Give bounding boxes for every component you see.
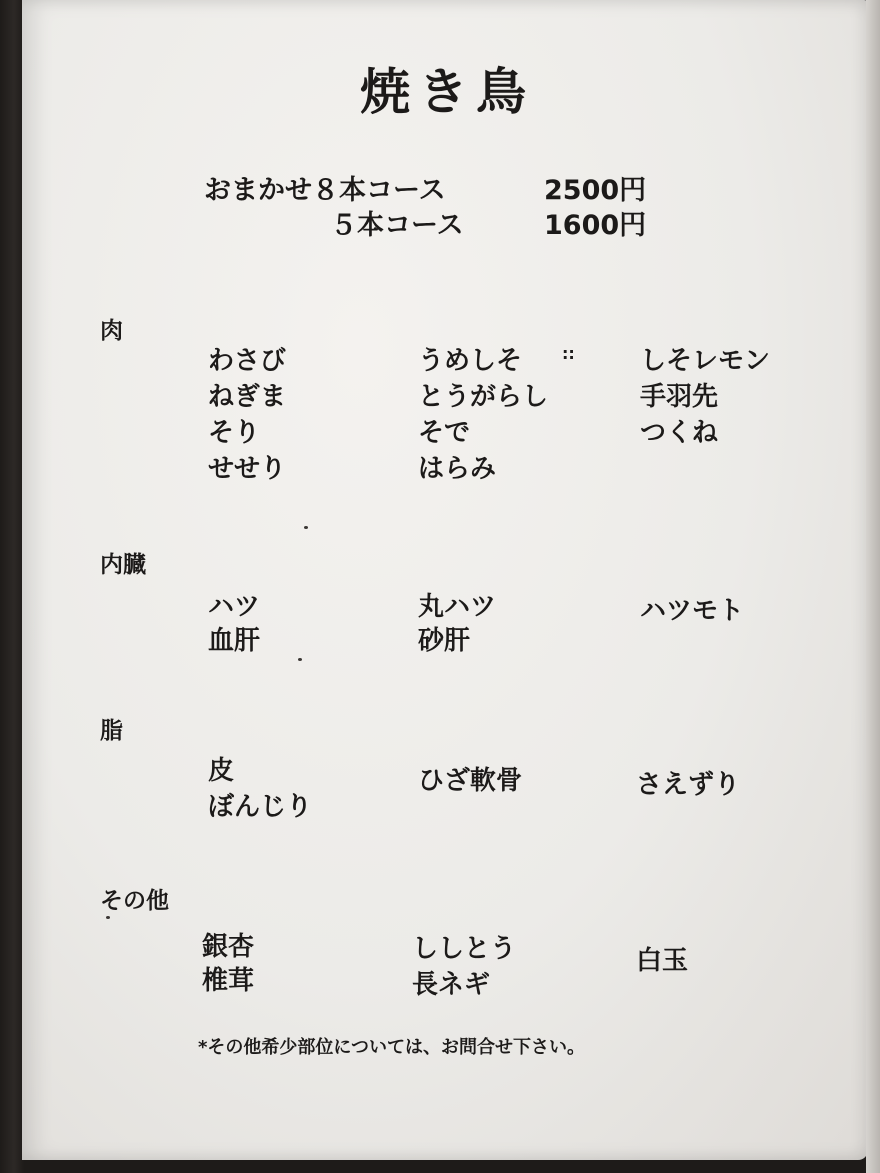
menu-item: 手羽先 <box>640 382 719 412</box>
menu-item: ひざ軟骨 <box>418 766 523 796</box>
menu-item: しそレモン <box>640 346 771 376</box>
menu-item: ハツ <box>208 592 261 622</box>
menu-item: さえずり <box>636 770 741 800</box>
menu-item: ハツモト <box>640 596 745 626</box>
menu-item: 血肝 <box>208 626 261 656</box>
menu-item: 皮 <box>208 756 235 786</box>
menu-item: ぼんじり <box>208 792 313 822</box>
section-label-meat: 肉 <box>100 318 123 344</box>
ink-speck <box>304 526 308 529</box>
colon-mark: :: <box>562 344 575 363</box>
course-price: 1600円 <box>544 210 647 241</box>
course-name: ５本コース <box>330 210 464 241</box>
menu-item: わさび <box>208 346 287 376</box>
section-label-offal: 内臓 <box>100 552 146 578</box>
menu-item: はらみ <box>418 454 497 484</box>
course-price: 2500円 <box>544 175 647 206</box>
ink-speck <box>298 658 302 661</box>
menu-item: ねぎま <box>208 382 287 412</box>
section-label-fat: 脂 <box>100 718 123 744</box>
menu-item: 椎茸 <box>202 966 255 996</box>
course-name: おまかせ８本コース <box>204 175 446 206</box>
menu-page <box>22 0 868 1160</box>
menu-item: そり <box>208 418 261 448</box>
menu-item: つくね <box>640 418 719 448</box>
page-edge <box>866 0 880 1173</box>
menu-item: 銀杏 <box>202 932 255 962</box>
menu-item: うめしそ <box>418 346 523 376</box>
menu-item: せせり <box>208 454 287 484</box>
menu-item: 砂肝 <box>418 626 471 656</box>
section-label-other: その他 <box>100 888 169 914</box>
footnote: *その他希少部位については、お問合せ下さい。 <box>198 1037 586 1058</box>
menu-item: とうがらし <box>418 382 549 412</box>
menu-item: 丸ハツ <box>418 592 497 622</box>
menu-item: ししとう <box>412 934 517 964</box>
menu-item: 白玉 <box>636 946 689 976</box>
menu-title: 焼き鳥 <box>360 63 534 121</box>
menu-item: そで <box>418 418 471 448</box>
menu-item: 長ネギ <box>412 970 491 1000</box>
ink-speck <box>106 916 110 919</box>
